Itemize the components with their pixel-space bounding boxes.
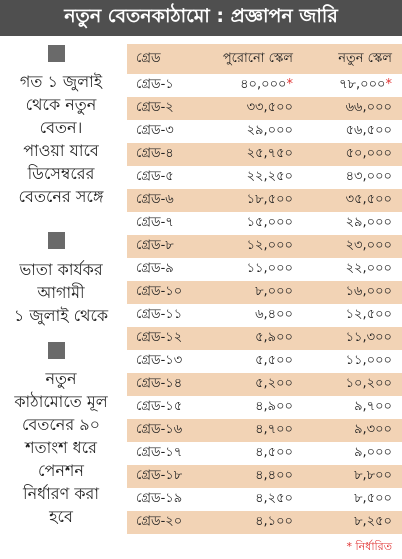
cell-old-scale <box>189 167 297 188</box>
table-row <box>127 419 402 442</box>
cell-grade <box>127 259 189 280</box>
table-row <box>127 465 402 488</box>
cell-new-scale <box>297 282 402 303</box>
cell-new-scale-text: ৯,০০০ <box>354 445 392 460</box>
cell-new-scale <box>297 213 402 234</box>
table-row <box>127 143 402 166</box>
info-block-2 <box>0 258 122 327</box>
cell-old-scale-text: ৫,৫০০ <box>255 353 293 368</box>
cell-grade-text: গ্রেড-১৯ <box>136 491 183 506</box>
info-line: ডিসেম্বরের <box>27 164 95 183</box>
cell-old-scale <box>189 443 297 464</box>
table-row <box>127 327 402 350</box>
cell-new-scale <box>297 144 402 165</box>
cell-new-scale <box>297 351 402 372</box>
cell-grade <box>127 236 189 257</box>
header-old-scale: পুরোনো স্কেল <box>222 50 293 66</box>
cell-grade <box>127 374 189 395</box>
cell-new-scale-text: ৫৬,৫০০ <box>345 123 392 138</box>
bullet-square-1 <box>48 45 65 62</box>
cell-grade-text: গ্রেড-৭ <box>136 215 174 230</box>
table-row <box>127 235 402 258</box>
pay-scale-table <box>127 44 402 534</box>
cell-grade <box>127 121 189 142</box>
cell-new-scale-text: ১১,৩০০ <box>345 330 392 345</box>
info-line: আগামী <box>37 283 85 302</box>
info-column <box>0 36 122 559</box>
info-line: পেনশন <box>38 461 84 480</box>
table-row <box>127 212 402 235</box>
cell-old-scale <box>189 420 297 441</box>
cell-grade-text: গ্রেড-১৬ <box>136 422 183 437</box>
cell-new-scale-text: ৩৫,৫০০ <box>345 192 392 207</box>
cell-grade-text: গ্রেড-১৭ <box>136 445 183 460</box>
cell-new-scale-text: ৪৩,০০০ <box>345 169 392 184</box>
cell-old-scale <box>189 259 297 280</box>
cell-old-scale-text: ১৫,০০০ <box>246 215 293 230</box>
cell-new-scale-text: ৭৮,০০০ <box>339 77 386 92</box>
cell-new-scale-text: ১২,৫০০ <box>345 307 392 322</box>
cell-old-scale-text: ১১,০০০ <box>246 261 293 276</box>
cell-grade <box>127 489 189 510</box>
cell-grade <box>127 466 189 487</box>
cell-old-scale-text: ৪০,০০০ <box>240 77 287 92</box>
cell-grade-text: গ্রেড-১ <box>136 77 174 92</box>
cell-grade-text: গ্রেড-১৫ <box>136 399 183 414</box>
cell-old-scale-text: ৫,৯০০ <box>255 330 293 345</box>
cell-old-scale-text: ১৮,৫০০ <box>246 192 293 207</box>
cell-old-scale-text: ৪,১০০ <box>255 514 293 529</box>
cell-old-scale <box>189 121 297 142</box>
cell-grade-text: গ্রেড-২ <box>136 100 174 115</box>
cell-grade <box>127 328 189 349</box>
cell-new-scale-text: ১০,২০০ <box>345 376 392 391</box>
table-row <box>127 511 402 534</box>
cell-new-scale <box>297 75 402 96</box>
cell-old-scale <box>189 282 297 303</box>
table-row <box>127 396 402 419</box>
cell-old-scale-text: ৫,২০০ <box>255 376 293 391</box>
table-row <box>127 258 402 281</box>
table-row <box>127 304 402 327</box>
cell-grade <box>127 351 189 372</box>
cell-grade-text: গ্রেড-১৩ <box>136 353 183 368</box>
cell-new-scale-text: ৮,৮০০ <box>354 468 392 483</box>
cell-new-scale <box>297 121 402 142</box>
cell-new-scale-text: ৯,৩০০ <box>354 422 392 437</box>
cell-grade-text: গ্রেড-১২ <box>136 330 183 345</box>
cell-grade <box>127 98 189 119</box>
cell-old-scale <box>189 75 297 96</box>
cell-old-scale <box>189 374 297 395</box>
cell-old-scale-text: ৪,৪০০ <box>255 468 293 483</box>
cell-new-scale-text: ২৯,০০০ <box>345 215 392 230</box>
cell-new-scale <box>297 167 402 188</box>
table-row <box>127 373 402 396</box>
asterisk-mark: * <box>286 77 293 92</box>
cell-new-scale <box>297 489 402 510</box>
bullet-square-2 <box>48 232 65 249</box>
info-line: নির্ধারণ করা <box>23 484 99 503</box>
info-line: বেতনের সঙ্গে <box>18 187 104 206</box>
cell-grade <box>127 305 189 326</box>
cell-old-scale-text: ২৫,৭৫০ <box>246 146 293 161</box>
info-block-3 <box>0 367 122 528</box>
table-row <box>127 442 402 465</box>
cell-new-scale <box>297 328 402 349</box>
table-row <box>127 350 402 373</box>
cell-old-scale <box>189 351 297 372</box>
table-row <box>127 189 402 212</box>
cell-new-scale-text: ৯,৭০০ <box>354 399 392 414</box>
cell-new-scale <box>297 374 402 395</box>
cell-new-scale <box>297 190 402 211</box>
table-row <box>127 166 402 189</box>
cell-grade-text: গ্রেড-১৮ <box>136 468 183 483</box>
cell-grade <box>127 443 189 464</box>
cell-old-scale-text: ৪,৭০০ <box>255 422 293 437</box>
cell-old-scale-text: ১২,০০০ <box>246 238 293 253</box>
cell-grade <box>127 144 189 165</box>
cell-grade <box>127 512 189 533</box>
table-row <box>127 281 402 304</box>
cell-new-scale <box>297 98 402 119</box>
info-line: নতুন <box>45 369 77 388</box>
cell-old-scale <box>189 213 297 234</box>
cell-old-scale <box>189 98 297 119</box>
cell-grade-text: গ্রেড-৮ <box>136 238 174 253</box>
cell-old-scale <box>189 397 297 418</box>
cell-grade <box>127 213 189 234</box>
cell-new-scale <box>297 259 402 280</box>
cell-grade-text: গ্রেড-১৪ <box>136 376 183 391</box>
cell-grade <box>127 75 189 96</box>
table-row <box>127 488 402 511</box>
cell-old-scale <box>189 328 297 349</box>
cell-grade <box>127 397 189 418</box>
table-header-row <box>127 44 402 74</box>
cell-old-scale <box>189 190 297 211</box>
cell-grade-text: গ্রেড-২০ <box>136 514 183 529</box>
cell-new-scale-text: ৮,৫০০ <box>354 491 392 506</box>
cell-old-scale-text: ৪,৫০০ <box>255 445 293 460</box>
table-row <box>127 97 402 120</box>
cell-grade-text: গ্রেড-৪ <box>136 146 174 161</box>
cell-old-scale-text: ৩৩,৫০০ <box>246 100 293 115</box>
info-line: বেতন। <box>39 118 83 137</box>
cell-new-scale-text: ১১,০০০ <box>345 353 392 368</box>
cell-old-scale <box>189 489 297 510</box>
cell-new-scale-text: ৮,২৫০ <box>354 514 392 529</box>
cell-new-scale <box>297 305 402 326</box>
cell-old-scale-text: ৮,০০০ <box>255 284 293 299</box>
cell-old-scale <box>189 144 297 165</box>
cell-grade-text: গ্রেড-১০ <box>136 284 183 299</box>
cell-new-scale-text: ৬৬,০০০ <box>345 100 392 115</box>
cell-new-scale <box>297 397 402 418</box>
cell-new-scale <box>297 236 402 257</box>
cell-new-scale <box>297 443 402 464</box>
page-title: নতুন বেতনকাঠামো : প্রজ্ঞাপন জারি <box>0 0 402 36</box>
info-line: ১ জুলাই থেকে <box>13 306 109 325</box>
info-line: পাওয়া যাবে <box>23 141 99 160</box>
info-line: ভাতা কার্যকর <box>19 260 103 279</box>
bullet-square-3 <box>48 342 65 359</box>
cell-new-scale-text: ২৩,০০০ <box>345 238 392 253</box>
info-line: শতাংশ ধরে <box>25 438 97 457</box>
info-block-1 <box>0 70 122 208</box>
asterisk-mark: * <box>385 77 392 92</box>
footnote: * নির্ধারিত <box>346 540 392 553</box>
cell-old-scale-text: ২৯,০০০ <box>246 123 293 138</box>
cell-grade-text: গ্রেড-৫ <box>136 169 174 184</box>
cell-new-scale-text: ১৬,০০০ <box>345 284 392 299</box>
info-line: থেকে নতুন <box>25 95 97 114</box>
cell-grade-text: গ্রেড-৬ <box>136 192 174 207</box>
cell-old-scale-text: ৬,৪০০ <box>255 307 293 322</box>
info-line: কাঠামোতে মূল <box>14 392 108 411</box>
cell-grade-text: গ্রেড-১১ <box>136 307 183 322</box>
cell-new-scale-text: ২২,০০০ <box>345 261 392 276</box>
cell-grade <box>127 190 189 211</box>
cell-new-scale <box>297 466 402 487</box>
info-line: বেতনের ৯০ <box>21 415 101 434</box>
cell-old-scale <box>189 305 297 326</box>
cell-old-scale <box>189 466 297 487</box>
cell-old-scale-text: ৪,৯০০ <box>255 399 293 414</box>
cell-old-scale <box>189 512 297 533</box>
table-row <box>127 120 402 143</box>
info-line: হবে <box>49 507 73 526</box>
cell-grade-text: গ্রেড-৩ <box>136 123 174 138</box>
table-row <box>127 74 402 97</box>
header-grade: গ্রেড <box>136 50 161 66</box>
cell-new-scale <box>297 512 402 533</box>
cell-old-scale-text: ৪,২৫০ <box>255 491 293 506</box>
cell-grade <box>127 420 189 441</box>
header-new-scale: নতুন স্কেল <box>338 50 392 66</box>
cell-new-scale-text: ৫০,০০০ <box>345 146 392 161</box>
cell-new-scale <box>297 420 402 441</box>
info-line: গত ১ জুলাই <box>19 72 103 91</box>
cell-grade-text: গ্রেড-৯ <box>136 261 174 276</box>
cell-old-scale <box>189 236 297 257</box>
cell-grade <box>127 167 189 188</box>
cell-grade <box>127 282 189 303</box>
cell-old-scale-text: ২২,২৫০ <box>246 169 293 184</box>
